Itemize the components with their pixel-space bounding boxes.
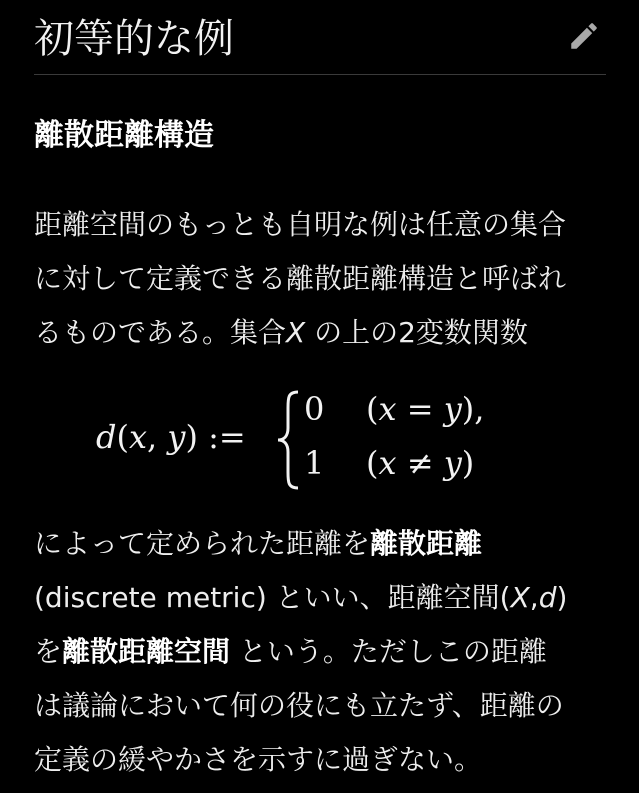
paragraph-line: 距離空間のもっとも自明な例は任意の集合 — [34, 208, 567, 241]
math-variable: X — [286, 316, 306, 349]
text-segment: を — [34, 635, 63, 668]
text-segment: (discrete metric) といい、距離空間( — [34, 581, 511, 614]
formula-case-equal — [304, 390, 484, 428]
edit-section-button[interactable] — [562, 14, 606, 58]
paragraph-line — [34, 517, 614, 571]
case-condition: (x = y), — [366, 390, 485, 428]
formula-lhs — [96, 418, 246, 456]
case-value: 0 — [304, 390, 325, 428]
text-segment: によって定められた距離を — [34, 527, 371, 560]
definition-paragraph — [34, 517, 614, 787]
text-segment: , — [529, 581, 539, 614]
math-variable: d — [538, 581, 557, 614]
paragraph-line: に対して定義できる離散距離構造と呼ばれ — [34, 262, 567, 295]
math-variable: X — [510, 581, 530, 614]
paragraph-line: は議論において何の役にも立たず、距離の — [34, 689, 564, 722]
title-divider — [34, 74, 606, 75]
text-segment: という。ただしこの距離 — [230, 635, 547, 668]
discrete-metric-formula — [96, 386, 556, 496]
section-title: 初等的な例 — [34, 16, 234, 62]
text-segment: るものである。集合 — [34, 316, 287, 349]
intro-paragraph — [34, 198, 614, 360]
subsection-title: 離散距離構造 — [34, 118, 214, 153]
term-discrete-metric-space: 離散距離空間 — [62, 635, 231, 668]
paragraph-line — [34, 625, 614, 679]
formula-arguments: (x, y) — [116, 418, 198, 456]
case-value: 1 — [304, 444, 325, 482]
formula-case-not-equal — [304, 444, 474, 482]
formula-function: d — [96, 418, 117, 456]
paragraph-line: 定義の緩やかさを示すに過ぎない。 — [34, 743, 483, 776]
pencil-icon — [567, 19, 601, 53]
paragraph-line — [34, 306, 614, 360]
term-discrete-metric: 離散距離 — [370, 527, 483, 560]
formula-definition-operator: := — [197, 418, 246, 456]
text-segment: の上の2変数関数 — [305, 316, 528, 349]
text-segment: ) — [556, 581, 568, 614]
case-condition: (x ≠ y) — [366, 444, 475, 482]
paragraph-line — [34, 571, 614, 625]
cases-brace — [274, 388, 302, 492]
